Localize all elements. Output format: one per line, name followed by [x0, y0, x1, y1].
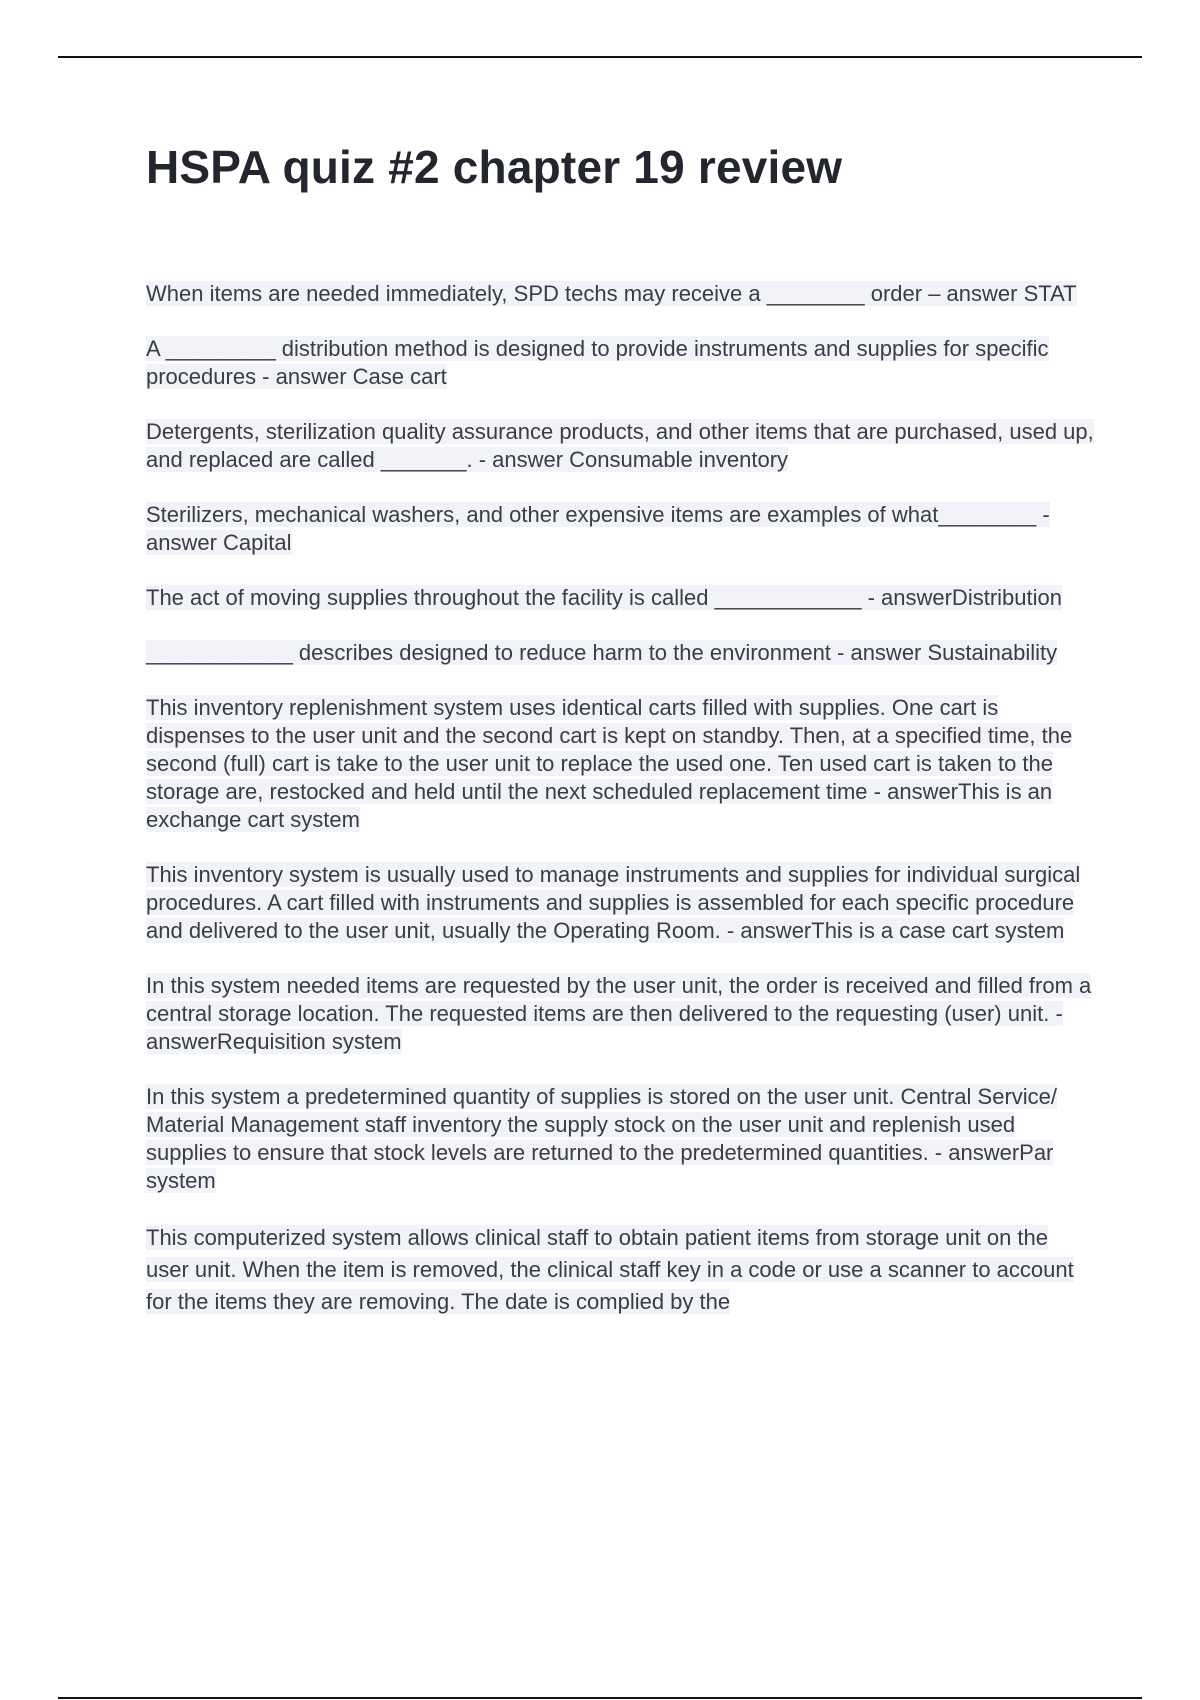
document-body: [146, 140, 1096, 1345]
qa-text: Sterilizers, mechanical washers, and other expensive items are examples of what________ - answer Capital: [146, 502, 1050, 556]
qa-item: [146, 418, 1096, 474]
qa-text: This computerized system allows clinical staff to obtain patient items from storage unit on the user unit. When the item is removed, the clinical staff key in a code or use a scanner to account for the items they are removing. The date is complied by the: [146, 1225, 1074, 1315]
qa-item: [146, 639, 1096, 667]
qa-item: [146, 694, 1096, 834]
qa-text: The act of moving supplies throughout the facility is called ____________ - answerDistribution: [146, 585, 1062, 611]
qa-text: ____________ describes designed to reduce harm to the environment - answer Sustainability: [146, 640, 1058, 666]
qa-item: [146, 335, 1096, 391]
qa-item: [146, 1083, 1096, 1195]
qa-item: [146, 501, 1096, 557]
qa-list: [146, 280, 1096, 1318]
qa-text: This inventory system is usually used to manage instruments and supplies for individual surgical procedures. A cart filled with instruments and supplies is assembled for each specific procedure and delivered to the user unit, usually the Operating Room. - answerThis is a case cart system: [146, 862, 1081, 944]
qa-text: In this system a predetermined quantity of supplies is stored on the user unit. Central Service/ Material Management staff inventory the supply stock on the user unit and replenish used supplies to ensure that stock levels are returned to the predetermined quantities. - answerPar system: [146, 1084, 1058, 1194]
qa-text: When items are needed immediately, SPD techs may receive a ________ order – answer STAT: [146, 281, 1077, 307]
qa-item: [146, 972, 1096, 1056]
qa-item: [146, 1222, 1096, 1318]
qa-item: [146, 280, 1096, 308]
qa-text: A _________ distribution method is designed to provide instruments and supplies for specific procedures - answer Case cart: [146, 336, 1049, 390]
bottom-rule: [58, 1697, 1142, 1699]
qa-text: This inventory replenishment system uses identical carts filled with supplies. One cart is dispenses to the user unit and the second cart is kept on standby. Then, at a specified time, the second (full) cart is take to the user unit to replace the used one. Ten used cart is taken to the storage are, restocked and held until the next scheduled replacement time - answerThis is an exchange cart system: [146, 695, 1073, 833]
page-title: HSPA quiz #2 chapter 19 review: [146, 141, 843, 193]
qa-item: [146, 861, 1096, 945]
qa-item: [146, 584, 1096, 612]
top-rule: [58, 56, 1142, 58]
qa-text: In this system needed items are requested by the user unit, the order is received and filled from a central storage location. The requested items are then delivered to the requesting (user) unit. - answerRequisition system: [146, 973, 1092, 1055]
qa-text: Detergents, sterilization quality assurance products, and other items that are purchased, used up, and replaced are called _______. - answer Consumable inventory: [146, 419, 1094, 473]
